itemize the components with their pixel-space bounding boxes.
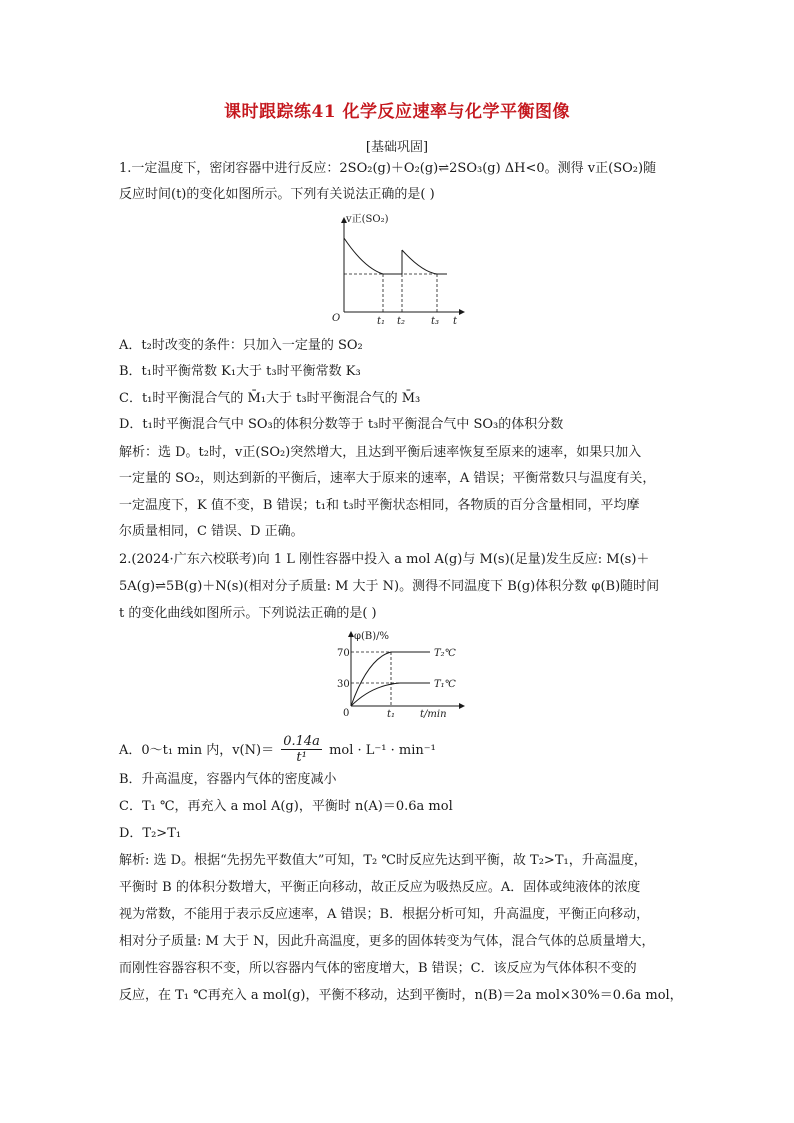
q2-option-c: C．T₁ ℃，再充入 a mol A(g)，平衡时 n(A)＝0.6a mol — [119, 799, 453, 814]
y-axis-label: v正(SO₂) — [346, 214, 389, 225]
curve-label-t1: T₁℃ — [434, 679, 456, 690]
rate-curve-1 — [344, 238, 383, 274]
tick-t2: t₂ — [397, 316, 406, 327]
q2-analysis-line: 反应，在 T₁ ℃再充入 a mol(g)，平衡不移动，达到平衡时，n(B)＝2a mol×30%＝0.6a mol， — [119, 988, 683, 1003]
option-a-suffix: mol · L⁻¹ · min⁻¹ — [329, 743, 436, 758]
q2-analysis-line: 平衡时 B 的体积分数增大，平衡正向移动，故正反应为吸热反应。A．固体或纯液体的浓度 — [119, 880, 641, 895]
q2-analysis-line: 相对分子质量: M 大于 N，因此升高温度，更多的固体转变为气体，混合气体的总质量增大， — [119, 934, 655, 949]
q1-analysis-line: 解析：选 D。t₂时，v正(SO₂)突然增大，且达到平衡后速率恢复至原来的速率，如果只加入 — [119, 445, 642, 460]
x-axis-label: t — [453, 316, 458, 327]
curve-t1 — [351, 683, 430, 706]
rate-fraction — [281, 734, 322, 765]
q2-option-a — [119, 735, 679, 766]
q1-stem-line: 反应时间(t)的变化如图所示。下列有关说法正确的是( ) — [119, 187, 435, 202]
tick-t3: t₃ — [431, 316, 440, 327]
section-heading: [基础巩固] — [365, 140, 429, 155]
y-tick-70: 70 — [337, 648, 350, 659]
q2-stem-line: t 的变化曲线如图所示。下列说法正确的是( ) — [119, 606, 377, 621]
q1-analysis-line: 尔质量相同，C 错误、D 正确。 — [119, 524, 304, 539]
page-title: 课时跟踪练41 化学反应速率与化学平衡图像 — [223, 102, 571, 122]
y-axis-label: φ(B)/% — [354, 631, 390, 642]
q1-option-d: D．t₁时平衡混合气中 SO₃的体积分数等于 t₃时平衡混合气中 SO₃的体积分数 — [119, 417, 564, 432]
q1-option-c: C．t₁时平衡混合气的 M̄₁大于 t₃时平衡混合气的 M̄₃ — [119, 391, 421, 406]
q1-option-a: A．t₂时改变的条件：只加入一定量的 SO₂ — [119, 338, 363, 353]
q2-analysis-line: 解析: 选 D。根据“先拐先平数值大”可知，T₂ ℃时反应先达到平衡，故 T₂>T₁，升高温度， — [119, 853, 647, 868]
option-a-prefix: A．0～t₁ min 内，v(N)＝ — [119, 743, 275, 758]
q1-analysis-line: 一定量的 SO₂，则达到新的平衡后，速率大于原来的速率，A 错误；平衡常数只与温度有关， — [119, 471, 656, 486]
q1-analysis-line: 一定温度下，K 值不变，B 错误；t₁和 t₃时平衡状态相同，各物质的百分含量相同，平均摩 — [119, 498, 640, 513]
curve-label-t2: T₂℃ — [434, 648, 456, 659]
y-tick-0: 0 — [343, 708, 350, 719]
q1-rate-figure — [330, 212, 470, 330]
y-tick-30: 30 — [337, 679, 350, 690]
q1-stem-line: 1.一定温度下，密闭容器中进行反应：2SO₂(g)＋O₂(g)⇌2SO₃(g) ΔH<0。测得 v正(SO₂)随 — [119, 161, 657, 176]
rate-curve-2 — [402, 250, 447, 274]
q2-option-b: B．升高温度，容器内气体的密度减小 — [119, 772, 337, 787]
x-axis-label: t/min — [420, 709, 447, 720]
q2-analysis-line: 而刚性容器容积不变，所以容器内气体的密度增大，B 错误；C．该反应为气体体积不变的 — [119, 961, 637, 976]
origin-label: O — [332, 313, 341, 324]
tick-t1: t₁ — [377, 316, 386, 327]
q2-analysis-line: 视为常数，不能用于表示反应速率，A 错误；B．根据分析可知，升高温度，平衡正向移动， — [119, 907, 650, 922]
fraction-denominator: t¹ — [296, 750, 307, 765]
q2-fraction-figure — [330, 628, 470, 720]
q2-option-d: D．T₂>T₁ — [119, 826, 182, 841]
curve-t2 — [351, 652, 430, 706]
fraction-numerator: 0.14a — [283, 734, 320, 749]
x-tick-t1: t₁ — [387, 709, 396, 720]
q1-option-b: B．t₁时平衡常数 K₁大于 t₃时平衡常数 K₃ — [119, 364, 361, 379]
q2-stem-line: 2.(2024·广东六校联考)向 1 L 刚性容器中投入 a mol A(g)与 M(s)(足量)发生反应: M(s)＋ — [119, 552, 650, 567]
q2-stem-line: 5A(g)⇌5B(g)＋N(s)(相对分子质量: M 大于 N)。测得不同温度下 B(g)体积分数 φ(B)随时间 — [119, 579, 660, 594]
